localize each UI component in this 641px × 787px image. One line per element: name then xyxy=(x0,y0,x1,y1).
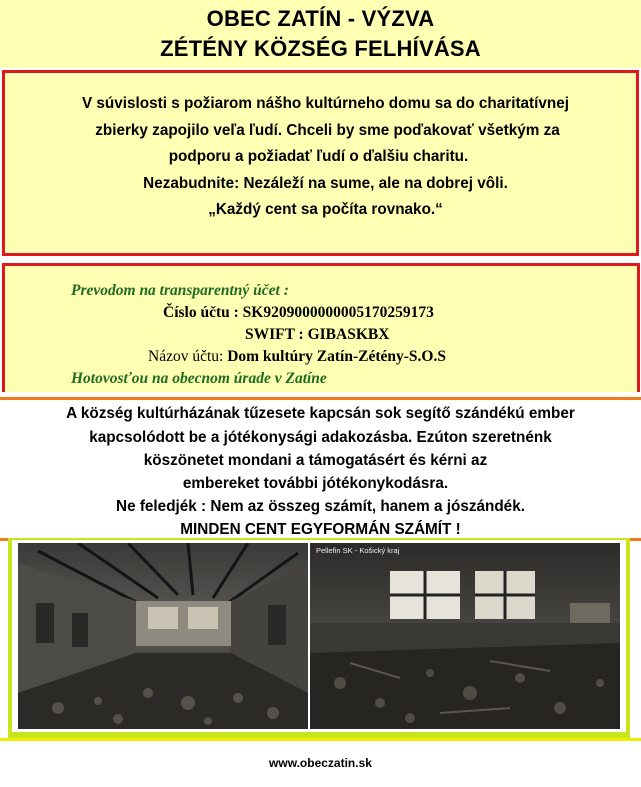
burned-hall-photo-right xyxy=(310,543,620,729)
cash-label: Hotovosťou na obecnom úrade v Zatíne xyxy=(71,370,327,387)
title-line-2: ZÉTÉNY KÖZSÉG FELHÍVÁSA xyxy=(160,36,481,61)
hungarian-line-6: MINDEN CENT EGYFORMÁN SZÁMÍT ! xyxy=(180,521,461,538)
account-number-line xyxy=(163,304,434,322)
swift-code: GIBASKBX xyxy=(307,326,390,343)
footer-website-link[interactable]: www.obeczatin.sk xyxy=(269,756,372,770)
photo-credit: Pellefin SK - Košický kraj xyxy=(316,546,400,555)
hungarian-line-3: köszönetet mondani a támogatásért és kérni az xyxy=(143,452,488,469)
swift-line xyxy=(245,326,389,344)
slovak-line-1: V súvislosti s požiarom nášho kultúrneho domu sa do charitatívnej xyxy=(81,95,570,112)
account-name-label: Názov účtu: xyxy=(148,348,224,365)
bottom-yellow-line xyxy=(0,738,641,741)
slovak-line-5: „Každý cent sa počíta rovnako.“ xyxy=(208,201,443,218)
slovak-line-4: Nezabudnite: Nezáleží na sume, ale na dobrej vôli. xyxy=(143,175,508,192)
account-number-label: Číslo účtu : xyxy=(163,304,239,321)
photo-frame xyxy=(8,538,630,738)
hungarian-line-4: embereket további jótékonykodásra. xyxy=(182,475,449,492)
hungarian-line-5: Ne feledjék : Nem az összeg számít, hanem a jószándék. xyxy=(116,498,525,515)
burned-hall-photo-left xyxy=(18,543,308,729)
transfer-label: Prevodom na transparentný účet : xyxy=(71,282,289,299)
payment-box xyxy=(2,263,640,392)
hungarian-appeal-box xyxy=(0,397,641,541)
hungarian-line-1: A község kultúrházának tűzesete kapcsán sok segítő szándékú ember xyxy=(66,405,575,422)
slovak-line-2: zbierky zapojilo veľa ľudí. Chceli by sme poďakovať všetkým za xyxy=(95,122,560,139)
slovak-line-3: podporu a požiadať ľudí o ďalšiu charitu. xyxy=(168,148,469,165)
swift-label: SWIFT : xyxy=(245,326,304,343)
account-name-line xyxy=(148,348,446,366)
hungarian-line-2: kapcsolódott be a jótékonysági adakozásba. Ezúton szeretnénk xyxy=(89,429,552,446)
account-number: SK9209000000005170259173 xyxy=(242,304,434,321)
title-line-1: OBEC ZATÍN - VÝZVA xyxy=(206,6,435,31)
account-name-value: Dom kultúry Zatín-Zétény-S.O.S xyxy=(227,348,446,365)
header xyxy=(0,0,641,68)
slovak-appeal-box xyxy=(2,70,639,256)
